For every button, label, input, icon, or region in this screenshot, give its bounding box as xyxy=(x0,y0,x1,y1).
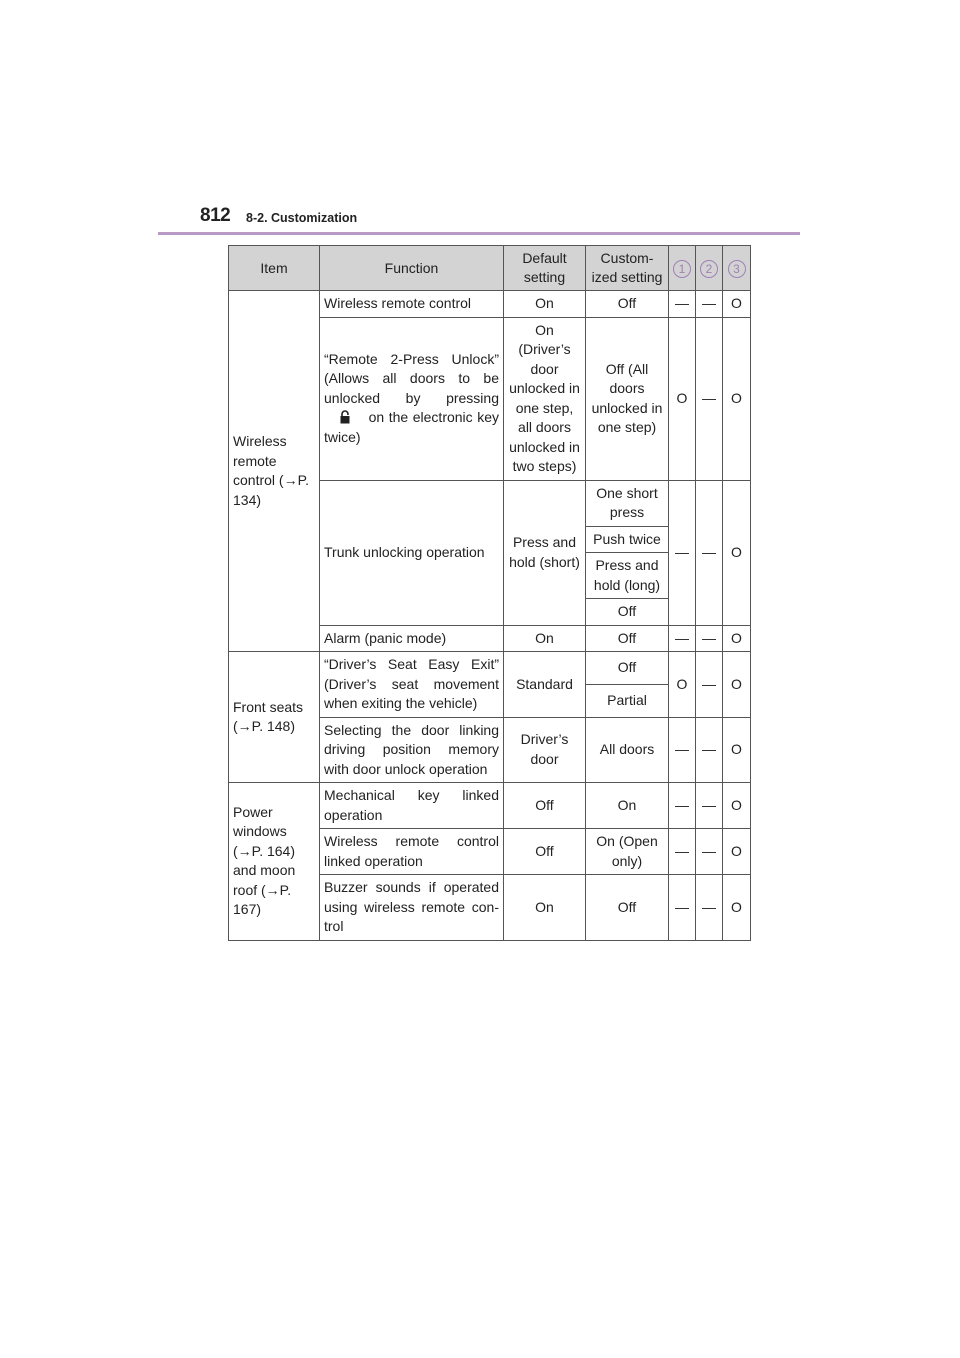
default-cell: Standard xyxy=(504,652,586,718)
header-mode-1 xyxy=(669,246,696,291)
mode-3-cell: O xyxy=(723,783,751,829)
mode-2-cell: — xyxy=(696,875,723,941)
custom-cell: One short press xyxy=(586,480,669,526)
function-cell: Mechanical key linked operation xyxy=(320,783,504,829)
header-function: Function xyxy=(320,246,504,291)
function-text: on the electronic key twice) xyxy=(324,409,500,445)
mode-3-cell: O xyxy=(723,829,751,875)
custom-cell: Off xyxy=(586,875,669,941)
function-cell xyxy=(320,317,504,480)
default-cell: On xyxy=(504,291,586,318)
page-number: 812 xyxy=(200,205,231,226)
function-cell: Alarm (panic mode) xyxy=(320,625,504,652)
item-front-seats: Front seats (→P. 148) xyxy=(229,652,320,783)
header-rule xyxy=(158,232,800,235)
mode-1-cell: — xyxy=(669,875,696,941)
default-cell: Off xyxy=(504,829,586,875)
default-cell: Press and hold (short) xyxy=(504,480,586,625)
default-cell: Driver’s door xyxy=(504,717,586,783)
header-item: Item xyxy=(229,246,320,291)
mode-1-cell: — xyxy=(669,625,696,652)
mode-1-cell: — xyxy=(669,783,696,829)
mode-2-cell: — xyxy=(696,625,723,652)
lock-icon xyxy=(338,410,352,424)
mode-1-cell: — xyxy=(669,291,696,318)
mode-3-cell: O xyxy=(723,717,751,783)
custom-cell: Push twice xyxy=(586,526,669,553)
mode-2-cell: — xyxy=(696,480,723,625)
default-cell: Off xyxy=(504,783,586,829)
function-cell: “Driver’s Seat Easy Exit” (Driver’s seat movement when exiting the vehicle) xyxy=(320,652,504,718)
mode-1-cell: O xyxy=(669,317,696,480)
mode-2-cell: — xyxy=(696,783,723,829)
item-wireless-remote-control: Wireless remote control (→P. 134) xyxy=(229,291,320,652)
custom-cell: On xyxy=(586,783,669,829)
default-cell: On xyxy=(504,625,586,652)
custom-cell: On (Open only) xyxy=(586,829,669,875)
mode-3-badge: 3 xyxy=(728,260,746,278)
mode-3-cell: O xyxy=(723,625,751,652)
function-cell: Trunk unlocking operation xyxy=(320,480,504,625)
mode-1-cell: O xyxy=(669,652,696,718)
header-mode-2 xyxy=(696,246,723,291)
mode-2-cell: — xyxy=(696,291,723,318)
mode-1-cell: — xyxy=(669,480,696,625)
mode-2-cell: — xyxy=(696,652,723,718)
customization-table xyxy=(228,245,751,941)
custom-cell: Off xyxy=(586,599,669,626)
table-row xyxy=(229,652,751,685)
mode-2-cell: — xyxy=(696,317,723,480)
function-cell: Buzzer sounds if operated using wireless remote con-trol xyxy=(320,875,504,941)
mode-1-badge: 1 xyxy=(673,260,691,278)
header-mode-3 xyxy=(723,246,751,291)
custom-cell: All doors xyxy=(586,717,669,783)
section-title: 8-2. Customization xyxy=(246,211,358,225)
mode-3-cell: O xyxy=(723,652,751,718)
custom-cell: Off xyxy=(586,652,669,685)
table-header-row xyxy=(229,246,751,291)
table-row xyxy=(229,783,751,829)
mode-3-cell: O xyxy=(723,291,751,318)
table-row xyxy=(229,291,751,318)
custom-cell: Press and hold (long) xyxy=(586,553,669,599)
mode-3-cell: O xyxy=(723,480,751,625)
mode-1-cell: — xyxy=(669,717,696,783)
mode-2-cell: — xyxy=(696,717,723,783)
mode-2-badge: 2 xyxy=(700,260,718,278)
default-cell: On (Driver’s door unlocked in one step, all doors unlocked in two steps) xyxy=(504,317,586,480)
mode-3-cell: O xyxy=(723,875,751,941)
custom-cell: Partial xyxy=(586,684,669,717)
default-cell: On xyxy=(504,875,586,941)
function-cell: Wireless remote control linked operation xyxy=(320,829,504,875)
item-power-windows: Power windows (→P. 164) and moon roof (→P. 167) xyxy=(229,783,320,941)
function-cell: Selecting the door linking driving position memory with door unlock operation xyxy=(320,717,504,783)
mode-3-cell: O xyxy=(723,317,751,480)
mode-1-cell: — xyxy=(669,829,696,875)
custom-cell: Off (All doors unlocked in one step) xyxy=(586,317,669,480)
function-cell: Wireless remote control xyxy=(320,291,504,318)
custom-cell: Off xyxy=(586,291,669,318)
function-text: “Remote 2-Press Unlock” (Allows all doors to be unlocked by pressing xyxy=(324,350,499,406)
mode-2-cell: — xyxy=(696,829,723,875)
header-default-setting: Default setting xyxy=(504,246,586,291)
custom-cell: Off xyxy=(586,625,669,652)
header-customized-setting: Custom-ized setting xyxy=(586,246,669,291)
